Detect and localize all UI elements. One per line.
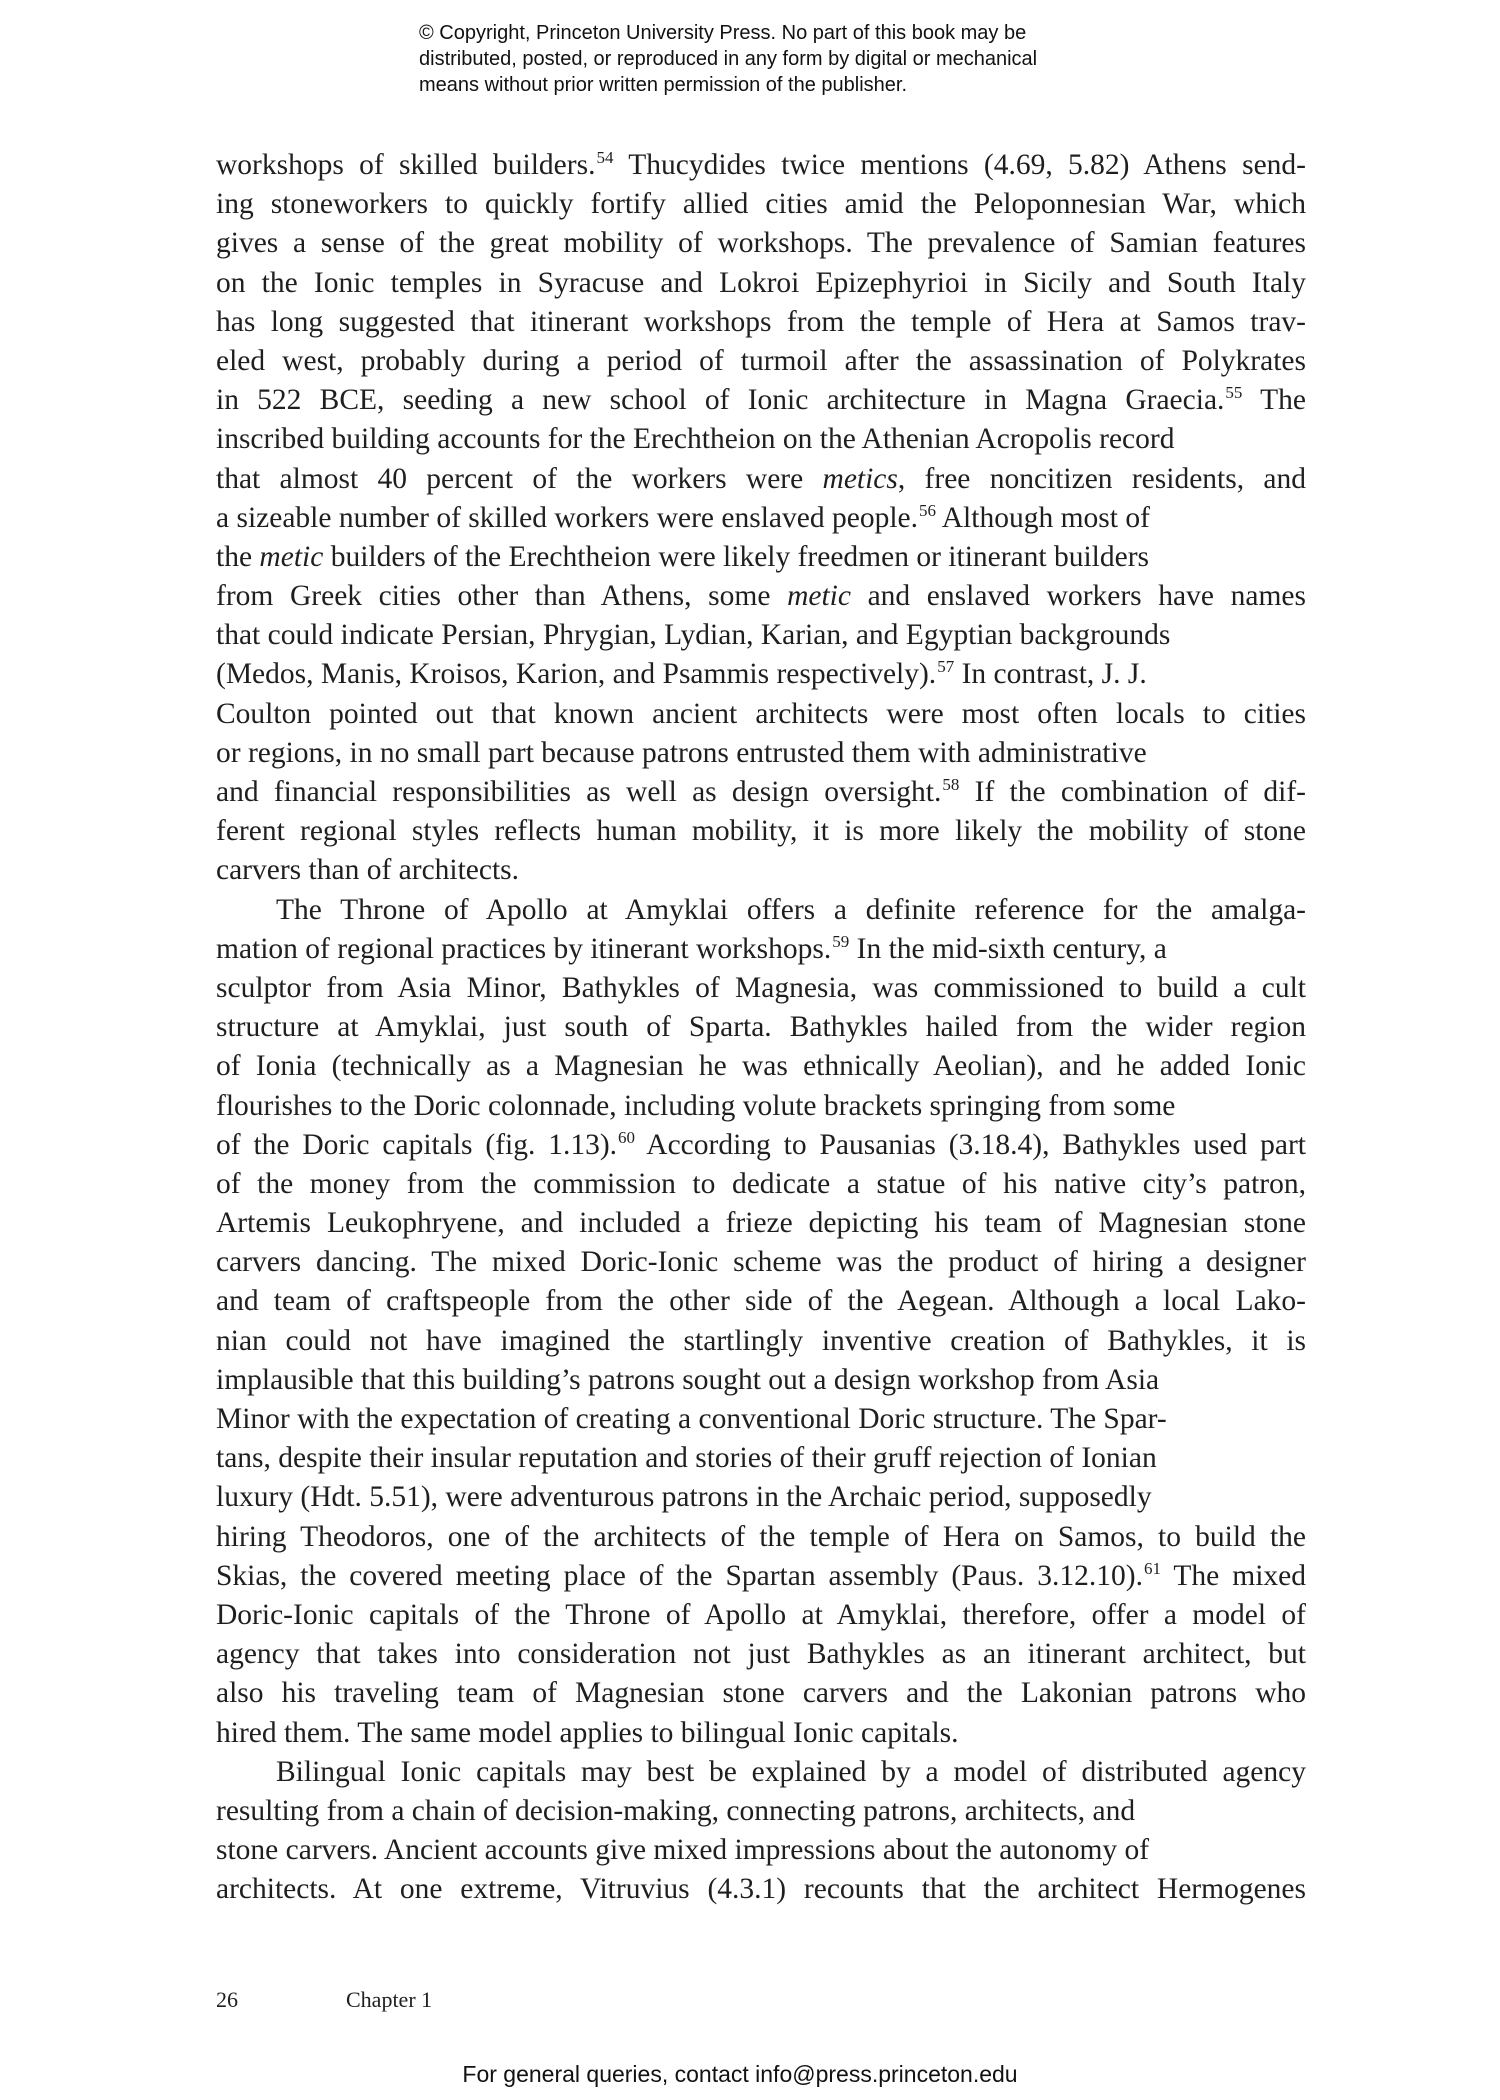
text-segment: Skias, the covered meeting place of the Spartan assembly (Paus. 3.12.10). <box>216 1559 1143 1592</box>
text-line <box>216 185 1306 224</box>
text-segment: resulting from a chain of decision-making, connecting patrons, architects, and <box>216 1794 1136 1827</box>
text-line <box>216 1753 1306 1792</box>
text-segment: Bilingual Ionic capitals may best be explained by a model of distributed agency <box>276 1755 1306 1788</box>
body-text <box>216 146 1306 1909</box>
copyright-line-2: distributed, posted, or reproduced in any form by digital or mechanical <box>419 48 1038 70</box>
text-line <box>216 851 1306 890</box>
text-segment: and enslaved workers have names <box>850 580 1306 613</box>
text-segment: tans, despite their insular reputation and stories of their gruff rejection of Ionian <box>216 1442 1157 1475</box>
text-segment: ing stoneworkers to quickly fortify allied cities amid the Peloponnesian War, which <box>216 188 1306 221</box>
text-segment: that almost 40 percent of the workers were <box>216 462 823 495</box>
text-segment: carvers dancing. The mixed Doric-Ionic scheme was the product of hiring a designer <box>216 1246 1306 1279</box>
text-line <box>216 1282 1306 1321</box>
text-segment: and financial responsibilities as well as design oversight. <box>216 776 942 808</box>
text-line <box>216 1596 1306 1635</box>
text-segment: , free noncitizen residents, and <box>897 462 1306 495</box>
text-segment: workshops of skilled builders. <box>216 149 596 181</box>
text-segment: flourishes to the Doric colonnade, including volute brackets springing from some <box>216 1089 1176 1122</box>
footer-text: For general queries, contact info@press.princeton.edu <box>462 2061 1018 2087</box>
text-line <box>216 655 1306 694</box>
text-segment: in 522 BCE, seeding a new school of Ionic architecture in Magna Graecia. <box>216 384 1225 417</box>
text-line <box>216 1478 1306 1517</box>
text-segment: The <box>1242 384 1306 417</box>
text-segment: on the Ionic temples in Syracuse and Lokroi Epizephyrioi in Sicily and South Italy <box>216 266 1306 299</box>
text-segment: agency that takes into consideration not just Bathykles as an itinerant architect, but <box>216 1638 1306 1671</box>
text-segment: Thucydides twice mentions (4.69, 5.82) Athens send- <box>613 149 1306 181</box>
text-segment: builders of the Erechtheion were likely freedmen or itinerant builders <box>323 540 1150 573</box>
text-segment: or regions, in no small part because patrons entrusted them with administrative <box>216 736 1147 769</box>
text-line <box>216 577 1306 616</box>
text-line <box>216 1126 1306 1165</box>
italic-term: metic <box>787 580 851 613</box>
text-line <box>216 969 1306 1008</box>
text-segment: from Greek cities other than Athens, some <box>216 580 788 613</box>
text-segment: In the mid-sixth century, a <box>849 932 1167 965</box>
text-segment: Artemis Leukophryene, and included a frieze depicting his team of Magnesian stone <box>216 1207 1306 1240</box>
text-segment: carvers than of architects. <box>216 854 520 887</box>
footnote-marker: 58 <box>942 775 960 794</box>
text-segment: gives a sense of the great mobility of workshops. The prevalence of Samian features <box>216 227 1306 260</box>
footnote-marker: 59 <box>832 931 850 951</box>
text-line <box>216 695 1306 734</box>
footnote-marker: 60 <box>618 1127 636 1147</box>
text-segment: hiring Theodoros, one of the architects of the temple of Hera on Samos, to build the <box>216 1520 1306 1553</box>
text-line <box>216 420 1306 459</box>
text-segment: In contrast, J. J. <box>954 658 1147 691</box>
text-line <box>216 460 1306 499</box>
text-line <box>216 1439 1306 1478</box>
text-segment: Although most of <box>936 501 1150 534</box>
text-segment: structure at Amyklai, just south of Sparta. Bathykles hailed from the wider region <box>216 1011 1306 1044</box>
running-head: Chapter 1 <box>346 1987 433 2012</box>
text-line <box>216 1361 1306 1400</box>
text-segment: of the Doric capitals (fig. 1.13). <box>216 1128 618 1161</box>
text-line <box>216 734 1306 773</box>
footnote-marker: 55 <box>1225 383 1243 403</box>
text-line <box>216 930 1306 969</box>
italic-term: metic <box>259 540 324 573</box>
text-segment: Coulton pointed out that known ancient architects were most often locals to cities <box>216 697 1306 730</box>
footer-notice <box>0 2061 1500 2088</box>
text-line <box>216 1557 1306 1596</box>
text-line <box>216 224 1306 263</box>
text-line <box>216 1400 1306 1439</box>
text-line <box>216 1243 1306 1282</box>
text-line <box>216 616 1306 655</box>
text-line <box>216 891 1306 930</box>
text-segment: a sizeable number of skilled workers were enslaved people. <box>216 501 918 534</box>
text-segment: sculptor from Asia Minor, Bathykles of Magnesia, was commissioned to build a cult <box>216 971 1306 1004</box>
text-line <box>216 1204 1306 1243</box>
text-segment: According to Pausanias (3.18.4), Bathykles used part <box>635 1128 1306 1161</box>
text-line <box>216 303 1306 342</box>
text-line <box>216 1087 1306 1126</box>
text-line <box>216 499 1306 538</box>
page-number: 26 <box>216 1987 238 2012</box>
text-line <box>216 1165 1306 1204</box>
text-segment: ferent regional styles reflects human mobility, it is more likely the mobility of stone <box>216 815 1306 848</box>
text-segment: architects. At one extreme, Vitruvius (4.3.1) recounts that the architect Hermogenes <box>216 1873 1306 1906</box>
copyright-line-3: means without prior written permission of the publisher. <box>419 74 908 96</box>
text-segment: nian could not have imagined the startlingly inventive creation of Bathykles, it is <box>216 1324 1306 1357</box>
text-line <box>216 1322 1306 1361</box>
text-line <box>216 1831 1306 1870</box>
text-segment: hired them. The same model applies to bilingual Ionic capitals. <box>216 1716 959 1749</box>
text-segment: implausible that this building’s patrons sought out a design workshop from Asia <box>216 1363 1160 1396</box>
text-segment: and team of craftspeople from the other side of the Aegean. Although a local Lako- <box>216 1285 1306 1318</box>
text-line <box>216 1674 1306 1713</box>
text-segment: of the money from the commission to dedicate a statue of his native city’s patron, <box>216 1167 1306 1200</box>
text-line <box>216 1518 1306 1557</box>
text-line <box>216 381 1306 420</box>
text-segment: the <box>216 540 260 573</box>
text-segment: has long suggested that itinerant workshops from the temple of Hera at Samos trav- <box>216 305 1306 338</box>
text-segment: The mixed <box>1160 1559 1306 1592</box>
footnote-marker: 61 <box>1143 1558 1161 1578</box>
text-segment: Doric-Ionic capitals of the Throne of Apollo at Amyklai, therefore, offer a model of <box>216 1598 1306 1631</box>
footnote-marker: 56 <box>919 500 936 520</box>
text-segment: also his traveling team of Magnesian stone carvers and the Lakonian patrons who <box>216 1677 1306 1710</box>
text-segment: inscribed building accounts for the Erechtheion on the Athenian Acropolis record <box>216 423 1175 456</box>
text-line <box>216 1635 1306 1674</box>
footnote-marker: 54 <box>596 148 614 167</box>
text-segment: stone carvers. Ancient accounts give mixed impressions about the autonomy of <box>216 1834 1150 1867</box>
footnote-marker: 57 <box>937 657 955 677</box>
text-segment: that could indicate Persian, Phrygian, Lydian, Karian, and Egyptian backgrounds <box>216 619 1171 652</box>
text-segment: If the combination of dif- <box>959 776 1306 808</box>
text-segment: of Ionia (technically as a Magnesian he was ethnically Aeolian), and he added Ionic <box>216 1050 1306 1083</box>
text-segment: eled west, probably during a period of turmoil after the assassination of Polykrates <box>216 344 1306 377</box>
text-line <box>216 1870 1306 1909</box>
text-line <box>216 342 1306 381</box>
text-segment: mation of regional practices by itinerant workshops. <box>216 932 832 965</box>
text-line <box>216 146 1306 185</box>
text-line <box>216 1008 1306 1047</box>
text-line <box>216 264 1306 303</box>
copyright-notice <box>419 20 1139 98</box>
text-segment: Minor with the expectation of creating a conventional Doric structure. The Spar- <box>216 1403 1167 1435</box>
text-segment: The Throne of Apollo at Amyklai offers a definite reference for the amalga- <box>276 893 1306 926</box>
italic-term: metics <box>822 462 898 495</box>
copyright-line-1: © Copyright, Princeton University Press. No part of this book may be <box>419 22 1027 44</box>
text-line <box>216 812 1306 851</box>
text-segment: (Medos, Manis, Kroisos, Karion, and Psammis respectively). <box>216 658 937 691</box>
text-line <box>216 1792 1306 1831</box>
text-line <box>216 538 1306 577</box>
text-line <box>216 1047 1306 1086</box>
text-line <box>216 1714 1306 1753</box>
text-line <box>216 773 1306 812</box>
text-segment: luxury (Hdt. 5.51), were adventurous patrons in the Archaic period, supposedly <box>216 1481 1152 1514</box>
